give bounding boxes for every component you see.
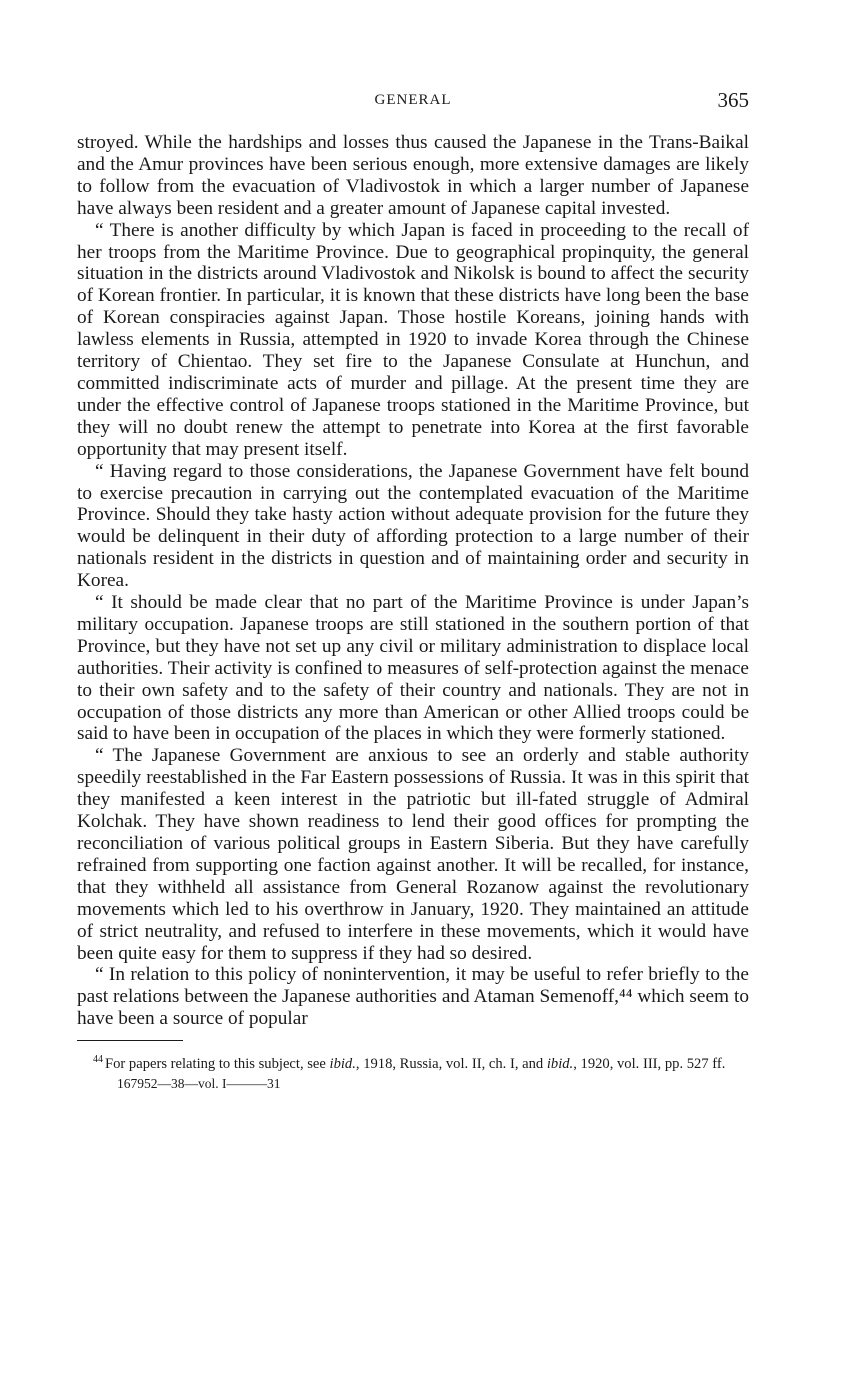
footnote-numeral: II xyxy=(471,1056,482,1073)
footnote-numeral: III xyxy=(642,1056,658,1073)
paragraph: “ It should be made clear that no part of the Maritime Province is under Japan’s military occupation. Japanese troops are still stationed in the southern portion of that Province, but they have not set up any civil or military administration to displace local authorities. Their activity is confined to measures of self-protection against the menace to their own safety and to the safety of their country and nationals. They are not in occupation of those districts any more than American or other Allied troops could be said to have been in occupation of the places in which they were formerly stationed. xyxy=(77,592,749,745)
paragraph: “ Having regard to those considerations, the Japanese Government have felt bound to exercise precaution in carrying out the contemplated evacuation of the Maritime Province. Should they take hasty action without adequate provision for the future they would be delinquent in their duty of affording protection to a large number of their nationals resident in the districts in question and of maintaining order and security in Korea. xyxy=(77,460,749,592)
footnote-text: , 1918, Russia, vol. xyxy=(355,1056,472,1073)
footnote-numeral: I xyxy=(509,1056,515,1073)
footnote-text: , pp. 527 ff. xyxy=(657,1056,726,1073)
footnote-text: For papers relating to this subject, see xyxy=(105,1056,330,1073)
footnote-text: , and xyxy=(514,1056,547,1073)
paragraph: “ In relation to this policy of nonintervention, it may be useful to refer briefly to the past relations between the Japanese authorities and Ataman Semenoff,⁴⁴ which seem to have been a source of popular xyxy=(77,964,749,1030)
document-page xyxy=(77,88,749,1092)
paragraph: stroyed. While the hardships and losses thus caused the Japanese in the Trans-Baikal and the Amur provinces have been serious enough, more extensive damages are likely to follow from the evacuation of Vladivostok in which a larger number of Japanese have always been resident and a greater amount of Japanese capital invested. xyxy=(77,132,749,219)
body-text xyxy=(77,132,749,1030)
running-title: GENERAL xyxy=(374,92,452,108)
paragraph: “ The Japanese Government are anxious to see an orderly and stable authority speedily reestablished in the Far Eastern possessions of Russia. It was in this spirit that they manifested a keen interest in the patriotic but ill-fated struggle of Admiral Kolchak. They have shown readiness to lend their good offices for prompting the reconciliation of various political groups in Eastern Siberia. But they have carefully refrained from supporting one faction against another. It will be recalled, for instance, that they withheld all assistance from General Rozanow against the revolutionary movements which led to his overthrow in January, 1920. They maintained an attitude of strict neutrality, and refused to interfere in these movements, which it would have been quite easy for them to suppress if they had so desired. xyxy=(77,745,749,964)
footnote-text: , ch. xyxy=(481,1056,510,1073)
footnote-ibid: ibid. xyxy=(546,1056,574,1073)
footnote-rule xyxy=(77,1040,183,1041)
footnote-ibid: ibid. xyxy=(329,1056,356,1073)
page-number: 365 xyxy=(717,88,749,112)
paragraph: “ There is another difficulty by which Japan is faced in proceeding to the recall of her troops from the Maritime Province. Due to geographical propinquity, the general situation in the districts around Vladivostok and Nikolsk is bound to affect the security of Korean frontier. In particular, it is known that these districts have long been the base of Korean conspiracies against Japan. Those hostile Koreans, joining hands with lawless elements in Russia, attempted in 1920 to invade Korea through the Chinese territory of Chientao. They set fire to the Japanese Consulate at Hunchun, and committed indiscriminate acts of murder and pillage. At the present time they are under the effective control of Japanese troops stationed in the Maritime Province, but they will no doubt renew the attempt to penetrate into Korea at the first favorable opportunity that may present itself. xyxy=(77,219,749,460)
printer-mark: 167952—38—vol. I———31 xyxy=(117,1076,281,1092)
footnote-text: , 1920, vol. xyxy=(573,1056,643,1073)
footnote xyxy=(77,1055,749,1073)
running-head xyxy=(77,88,749,122)
footnote-mark: 44 xyxy=(93,1054,103,1066)
